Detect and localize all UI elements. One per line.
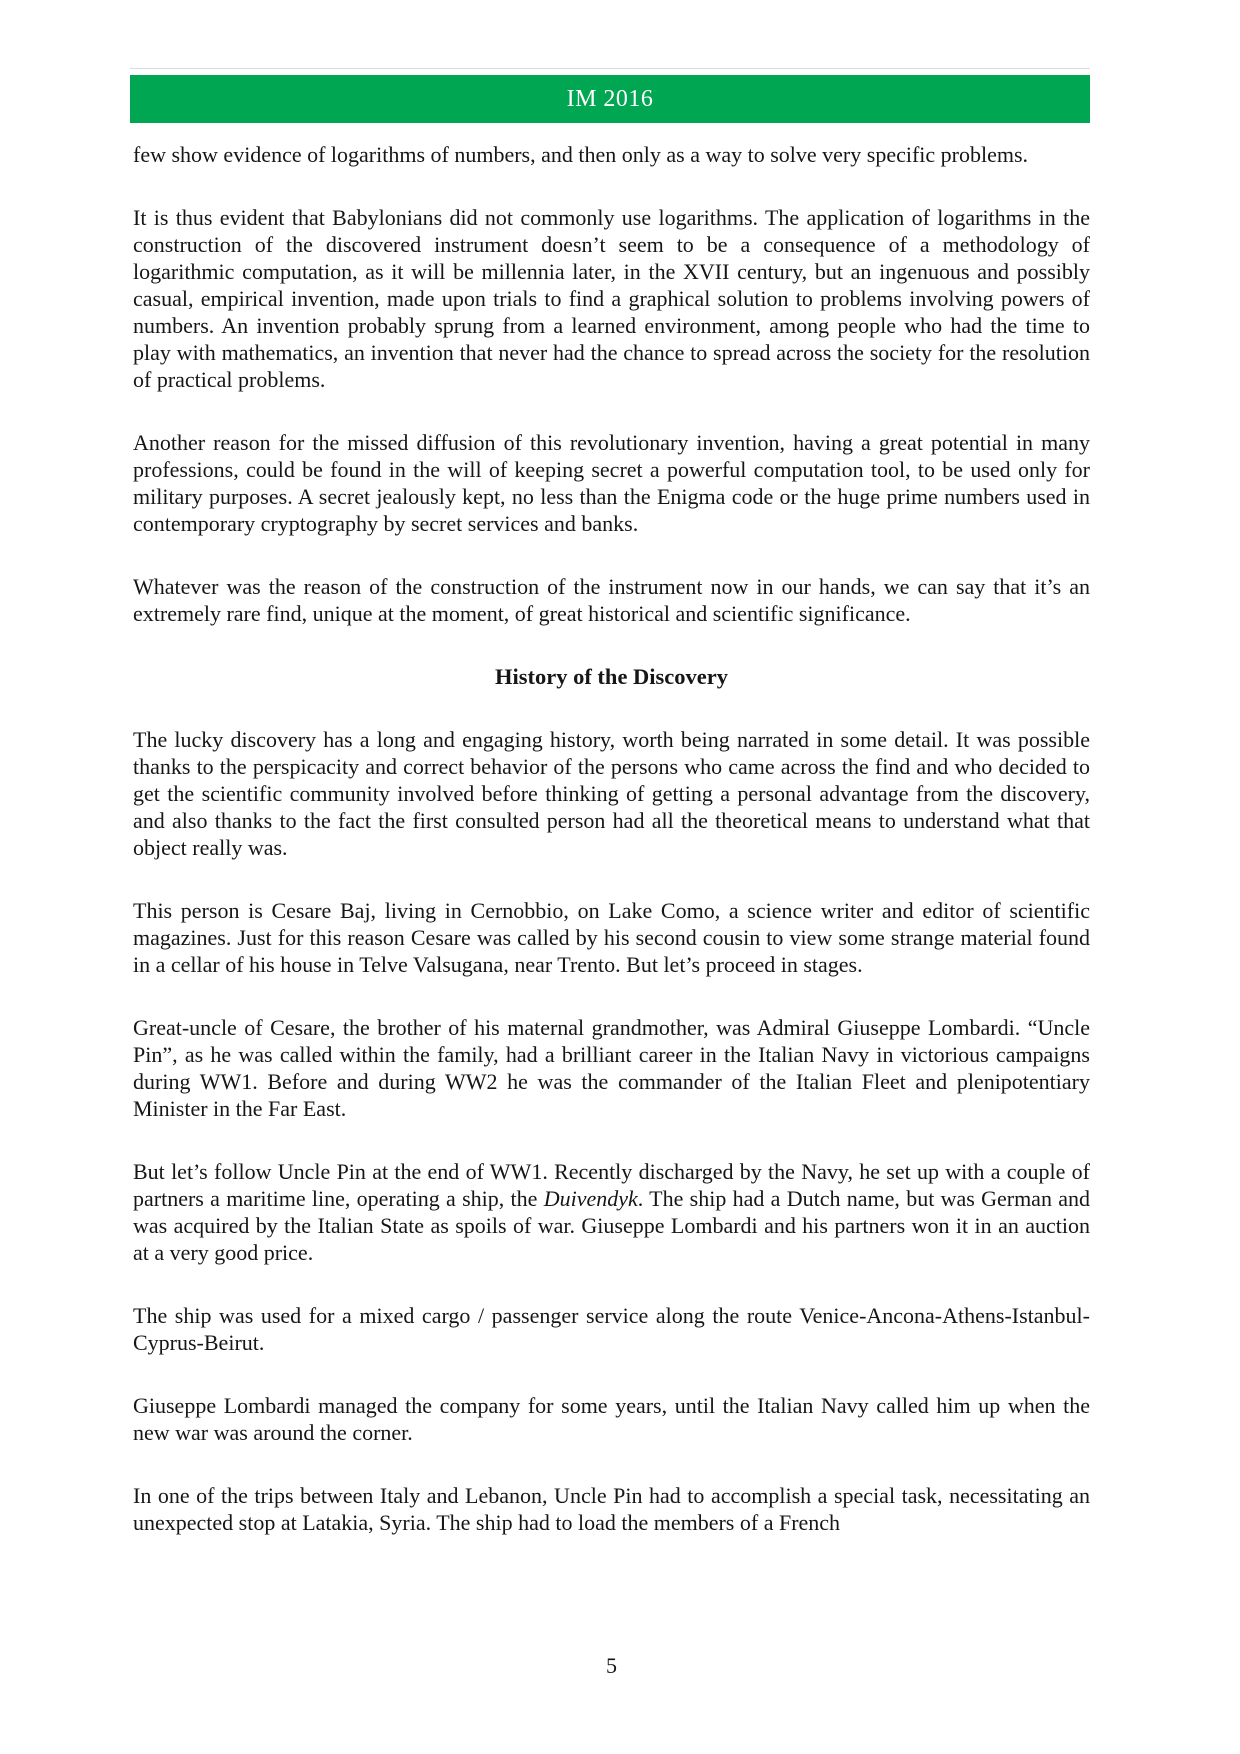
page-number: 5 — [606, 1653, 617, 1678]
paragraph: Another reason for the missed diffusion of this revolutionary invention, having a great potential in many professions, could be found in the will of keeping secret a powerful computation tool, to be used only for military purposes. A secret jealously kept, no less than the Enigma code or the huge prime numbers used in contemporary cryptography by secret services and banks. — [133, 430, 1090, 536]
paragraph: The ship was used for a mixed cargo / passenger service along the route Venice-Ancona-Athens-Istanbul-Cyprus-Beirut. — [133, 1303, 1090, 1355]
paragraph-text: . The ship had a Dutch name, but was German and was acquired by the Italian State as spoils of war. Giuseppe Lombardi and his partners won it in an auction at a very good price. — [133, 1186, 1090, 1265]
page-footer — [133, 1652, 1090, 1679]
paragraph-text: But let’s follow Uncle Pin at the end of WW1. Recently discharged by the Navy, he set up with a couple of partners a maritime line, operating a ship, the — [133, 1159, 1090, 1211]
paragraph: It is thus evident that Babylonians did not commonly use logarithms. The application of logarithms in the construction of the discovered instrument doesn’t seem to be a consequence of a methodology of logarithmic computation, as it will be millennia later, in the XVII century, but an ingenuous and possibly casual, empirical invention, made upon trials to find a graphical solution to problems involving powers of numbers. An invention probably sprung from a learned environment, among people who had the time to play with mathematics, an invention that never had the chance to spread across the society for the resolution of practical problems. — [133, 205, 1090, 392]
header-rule — [130, 68, 1090, 69]
header-bar — [130, 75, 1090, 123]
section-heading: History of the Discovery — [494, 664, 729, 689]
paragraph: The lucky discovery has a long and engaging history, worth being narrated in some detail. It was possible thanks to the perspicacity and correct behavior of the persons who came across the find and who decided to get the scientific community involved before thinking of getting a personal advantage from the discovery, and also thanks to the fact the first consulted person had all the theoretical means to understand what that object really was. — [133, 727, 1090, 860]
paragraph: few show evidence of logarithms of numbers, and then only as a way to solve very specific problems. — [133, 142, 1029, 167]
paragraph: Giuseppe Lombardi managed the company for some years, until the Italian Navy called him up when the new war was around the corner. — [133, 1393, 1090, 1445]
paragraph: This person is Cesare Baj, living in Cernobbio, on Lake Como, a science writer and editor of scientific magazines. Just for this reason Cesare was called by his second cousin to view some strange material found in a cellar of his house in Telve Valsugana, near Trento. But let’s proceed in stages. — [133, 898, 1090, 977]
body-text — [133, 141, 1090, 1572]
paragraph: Whatever was the reason of the construction of the instrument now in our hands, we can say that it’s an extremely rare find, unique at the moment, of great historical and scientific significance. — [133, 574, 1090, 626]
ship-name-italic: Duivendyk — [543, 1186, 638, 1211]
paragraph — [133, 1158, 1090, 1266]
header-title: IM 2016 — [566, 86, 654, 112]
paragraph: Great-uncle of Cesare, the brother of his maternal grandmother, was Admiral Giuseppe Lombardi. “Uncle Pin”, as he was called within the family, had a brilliant career in the Italian Navy in victorious campaigns during WW1. Before and during WW2 he was the commander of the Italian Fleet and plenipotentiary Minister in the Far East. — [133, 1015, 1090, 1121]
paragraph: In one of the trips between Italy and Lebanon, Uncle Pin had to accomplish a special task, necessitating an unexpected stop at Latakia, Syria. The ship had to load the members of a French — [133, 1483, 1090, 1535]
